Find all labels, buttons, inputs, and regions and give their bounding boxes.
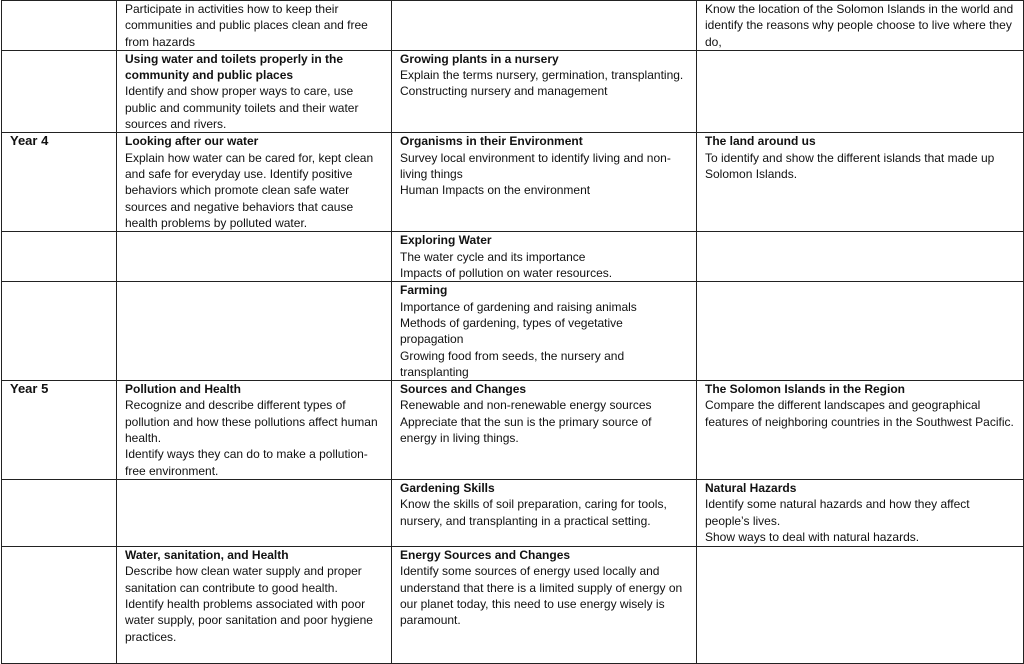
health-outcome-text: Participate in activities how to keep their communities and public places clean and free from hazards — [125, 2, 368, 49]
science-outcome-text: Impacts of pollution on water resources. — [400, 265, 613, 280]
science-outcome-text: Growing food from seeds, the nursery and transplanting — [400, 348, 625, 379]
science-outcome-text: Explain the terms nursery, germination, transplanting. — [400, 68, 684, 83]
social-cell — [697, 1, 1024, 51]
science-outcome-text: Appreciate that the sun is the primary source of energy in living things. — [400, 414, 652, 446]
science-outcome-text: Identify some sources of energy used locally and understand that there is a limited supply of energy on our planet today, this need to use energy wisely is paramount. — [400, 564, 683, 628]
science-outcome-text: Survey local environment to identify living and non-living things — [400, 150, 671, 181]
curriculum-table — [1, 0, 1024, 664]
year-cell — [2, 480, 117, 547]
science-cell — [392, 547, 697, 664]
health-topic-title: Looking after our water — [125, 134, 259, 149]
social-cell — [697, 381, 1024, 480]
science-cell — [392, 133, 697, 232]
social-topic-title: The land around us — [705, 134, 816, 149]
table-row — [2, 133, 1024, 232]
health-cell — [117, 50, 392, 132]
health-cell — [117, 480, 392, 547]
year-cell — [2, 547, 117, 664]
social-topic-title: The Solomon Islands in the Region — [705, 382, 906, 397]
health-topic-title: Pollution and Health — [125, 382, 241, 397]
social-outcome-text: To identify and show the different islands that made up Solomon Islands. — [705, 150, 995, 181]
health-cell — [117, 133, 392, 232]
table-row — [2, 50, 1024, 132]
science-cell — [392, 381, 697, 480]
science-topic-title: Exploring Water — [400, 233, 492, 248]
social-topic-title: Natural Hazards — [705, 481, 797, 496]
science-topic-title: Farming — [400, 283, 448, 298]
science-topic-title: Energy Sources and Changes — [400, 548, 571, 563]
science-topic-title: Organisms in their Environment — [400, 134, 583, 149]
health-outcome-text: Recognize and describe different types of pollution and how these pollutions affect human health. — [125, 398, 378, 446]
science-cell — [392, 50, 697, 132]
social-cell — [697, 282, 1024, 381]
science-topic-title: Sources and Changes — [400, 382, 527, 397]
science-cell — [392, 282, 697, 381]
health-cell — [117, 282, 392, 381]
social-outcome-text: Know the location of the Solomon Islands in the world and identify the reasons why people choose to live where they do, — [705, 2, 1014, 49]
social-outcome-text: Show ways to deal with natural hazards. — [705, 530, 920, 545]
science-cell — [392, 232, 697, 282]
health-cell — [117, 1, 392, 51]
science-outcome-text: Constructing nursery and management — [400, 84, 608, 99]
science-outcome-text: The water cycle and its importance — [400, 249, 586, 264]
science-topic-title: Gardening Skills — [400, 481, 495, 496]
table-row — [2, 1, 1024, 51]
year-cell — [2, 50, 117, 132]
year-cell — [2, 232, 117, 282]
science-outcome-text: Methods of gardening, types of vegetative propagation — [400, 315, 623, 347]
table-row — [2, 232, 1024, 282]
health-topic-title: Water, sanitation, and Health — [125, 548, 289, 563]
year-cell — [2, 1, 117, 51]
science-outcome-text: Human Impacts on the environment — [400, 183, 591, 198]
social-cell — [697, 50, 1024, 132]
health-outcome-text: Identify and show proper ways to care, use public and community toilets and their water sources and rivers. — [125, 84, 359, 132]
table-row — [2, 480, 1024, 547]
year-cell: Year 4 — [2, 133, 117, 232]
health-cell — [117, 232, 392, 282]
health-topic-title: Using water and toilets properly in the community and public places — [125, 51, 344, 83]
table-row — [2, 282, 1024, 381]
social-cell — [697, 547, 1024, 664]
health-outcome-text: Identify health problems associated with poor water supply, poor sanitation and poor hygiene practices. — [125, 597, 373, 644]
year-cell — [2, 282, 117, 381]
table-row — [2, 381, 1024, 480]
social-cell — [697, 480, 1024, 547]
health-outcome-text: Explain how water can be cared for, kept clean and safe for everyday use. Identify positive behaviors which promote clean safe water sources and negative behaviors that cause health problems by polluted water. — [125, 150, 374, 230]
science-outcome-text: Know the skills of soil preparation, caring for tools, nursery, and transplanting in a practical setting. — [400, 497, 667, 528]
social-cell — [697, 133, 1024, 232]
year-cell: Year 5 — [2, 381, 117, 480]
social-outcome-text: Compare the different landscapes and geographical features of neighboring countries in the Southwest Pacific. — [705, 398, 1014, 429]
health-outcome-text: Describe how clean water supply and proper sanitation can contribute to good health. — [125, 564, 362, 595]
science-topic-title: Growing plants in a nursery — [400, 51, 559, 66]
science-outcome-text: Importance of gardening and raising animals — [400, 299, 637, 314]
science-cell — [392, 1, 697, 51]
science-cell — [392, 480, 697, 547]
health-outcome-text: Identify ways they can do to make a pollution-free environment. — [125, 447, 368, 478]
science-outcome-text: Renewable and non-renewable energy sources — [400, 398, 652, 413]
table-row — [2, 547, 1024, 664]
curriculum-table-body — [2, 1, 1024, 664]
social-outcome-text: Identify some natural hazards and how they affect people’s lives. — [705, 497, 970, 528]
health-cell — [117, 547, 392, 664]
social-cell — [697, 232, 1024, 282]
health-cell — [117, 381, 392, 480]
